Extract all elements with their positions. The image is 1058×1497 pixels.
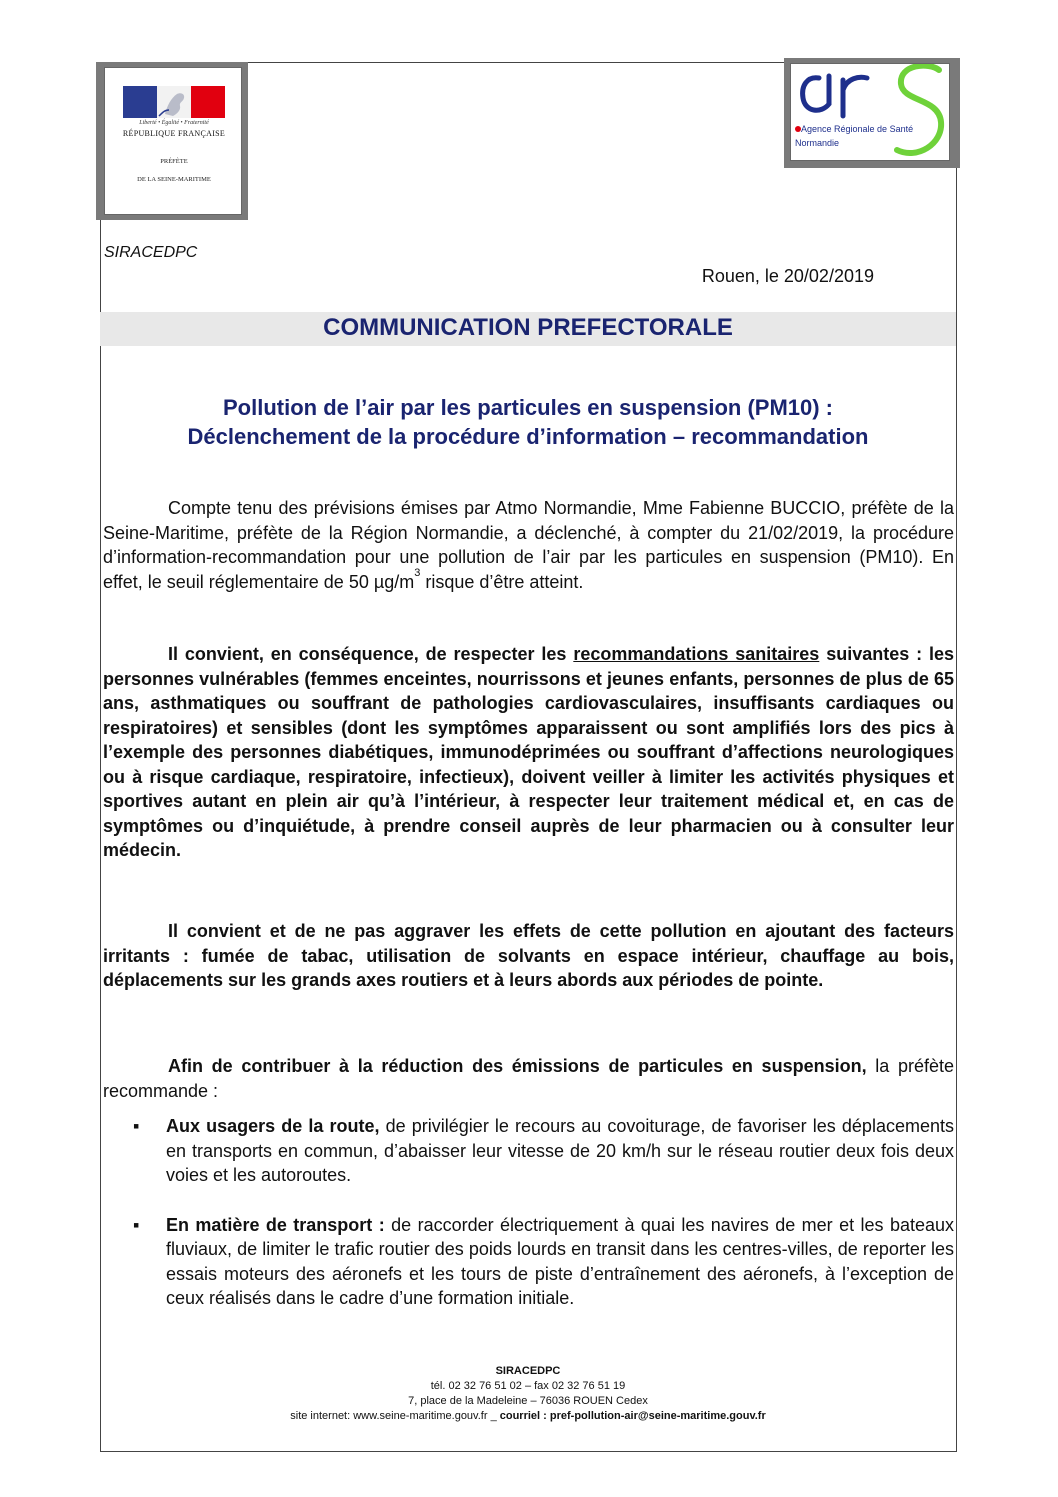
ars-tagline-1: Agence Régionale de Santé <box>801 124 914 134</box>
rf-prefecture-line1: PRÉFÈTE <box>160 158 188 165</box>
footer-site-label: site internet: <box>290 1410 354 1422</box>
document-title <box>100 393 956 451</box>
bullet-lead: En matière de transport : <box>166 1214 385 1235</box>
date-line: Rouen, le 20/02/2019 <box>701 266 874 286</box>
recommandations-sanitaires-link[interactable]: recommandations sanitaires <box>573 644 820 664</box>
recommendations-list <box>103 1114 954 1311</box>
footer-phone: tél. 02 32 76 51 02 – fax 02 32 76 51 19 <box>430 1380 626 1392</box>
document-title-line1: Pollution de l’air par les particules en suspension (PM10) : <box>222 395 834 420</box>
communication-title: COMMUNICATION PREFECTORALE <box>323 314 733 341</box>
paragraph-reduction <box>103 1054 954 1103</box>
rf-motto: Liberté • Égalité • Fraternité <box>139 120 209 126</box>
bullet-text: de privilégier le recours au covoiturage, de favoriser les déplacements en transports en commun, d’abaisser leur vitesse de 20 km/h sur le réseau routier deux fois deux voies et les autoroutes. <box>166 1116 954 1185</box>
ars-tagline-2: Normandie <box>795 138 840 148</box>
paragraph-intro-text: Compte tenu des prévisions émises par Atmo Normandie, Mme Fabienne BUCCIO, préfète de la Seine-Maritime, préfète de la Région Normandie, a déclenché, à compter du 21/02/2019, la procédure d’information-recommandation pour une pollution de l’air par les particules en suspension (PM10). En effet, le seuil réglementaire de 50 µg/m <box>103 498 954 592</box>
bullet-marker: ▪ <box>133 1116 140 1136</box>
paragraph-irritants: Il convient et de ne pas aggraver les effets de cette pollution en ajoutant des facteurs irritants : fumée de tabac, utilisation de solvants en espace intérieur, chauffage au bois, déplacements sur les grands axes routiers et à leurs abords aux périodes de pointe. <box>103 921 954 990</box>
paragraph-recommendations-b: suivantes : les personnes vulnérables (femmes enceintes, nourrissons et jeunes enfants, personnes de plus de 65 ans, asthmatiques ou souffrant de pathologies cardiovasculaires, insuffisants cardiaques ou respiratoires) et sensibles (dont les symptômes apparaissent ou sont amplifiés lors des pics à l’exemple des personnes diabétiques, immunodéprimées ou souffrant d’affections neurologiques ou à risque cardiaque, respiratoire, infectieux), doivent veiller à limiter les activités physiques et sportives autant en plein air qu’à l’intérieur, à respecter leur traitement médical et, en cas de symptômes ou d’inquiétude, à prendre conseil auprès de leur pharmacien ou à consulter leur médecin. <box>103 644 955 860</box>
paragraph-recommendations <box>103 642 954 863</box>
list-item <box>103 1114 954 1188</box>
paragraph-intro-end: risque d’être atteint. <box>420 571 584 592</box>
paragraph-recommendations-a: Il convient, en conséquence, de respecter les <box>168 644 574 664</box>
footer-contact <box>100 1409 956 1424</box>
email-link[interactable]: pref-pollution-air@seine-maritime.gouv.fr <box>549 1410 766 1422</box>
rf-prefecture-line2: DE LA SEINE-MARITIME <box>137 176 211 183</box>
list-item <box>103 1213 954 1311</box>
footer-mail-label: courriel : <box>499 1410 550 1422</box>
paragraph-intro <box>103 496 954 594</box>
ars-logo <box>790 63 950 161</box>
footer-service: SIRACEDPC <box>495 1365 561 1377</box>
footer <box>100 1364 956 1424</box>
service-reference: SIRACEDPC <box>104 244 198 261</box>
footer-address: 7, place de la Madeleine – 76036 ROUEN Cedex <box>408 1395 648 1407</box>
marianne-icon <box>153 88 195 118</box>
bullet-lead: Aux usagers de la route, <box>166 1116 380 1136</box>
superscript-3: 3 <box>414 566 421 579</box>
paragraph-reduction-bold: Afin de contribuer à la réduction des émissions de particules en suspension, <box>168 1056 867 1076</box>
document-title-line2: Déclenchement de la procédure d’information – recommandation <box>187 424 869 449</box>
website-link[interactable]: www.seine-maritime.gouv.fr <box>353 1410 488 1422</box>
bullet-text: de raccorder électriquement à quai les navires de mer et les bateaux fluviaux, de limiter le trafic routier des poids lourds en transit dans les centres-villes, de reporter les essais moteurs des aéronefs et les tours de piste d’entraînement des aéronefs, à l’exception de ceux réalisés dans le cadre d’une formation initiale. <box>166 1214 955 1308</box>
bullet-marker: ▪ <box>133 1214 140 1235</box>
republique-francaise-logo <box>104 67 242 215</box>
rf-name: RÉPUBLIQUE FRANÇAISE <box>122 129 226 138</box>
footer-separator: _ <box>487 1410 500 1422</box>
paragraph-reduction-rest: la préfète recommande : <box>103 1056 954 1101</box>
